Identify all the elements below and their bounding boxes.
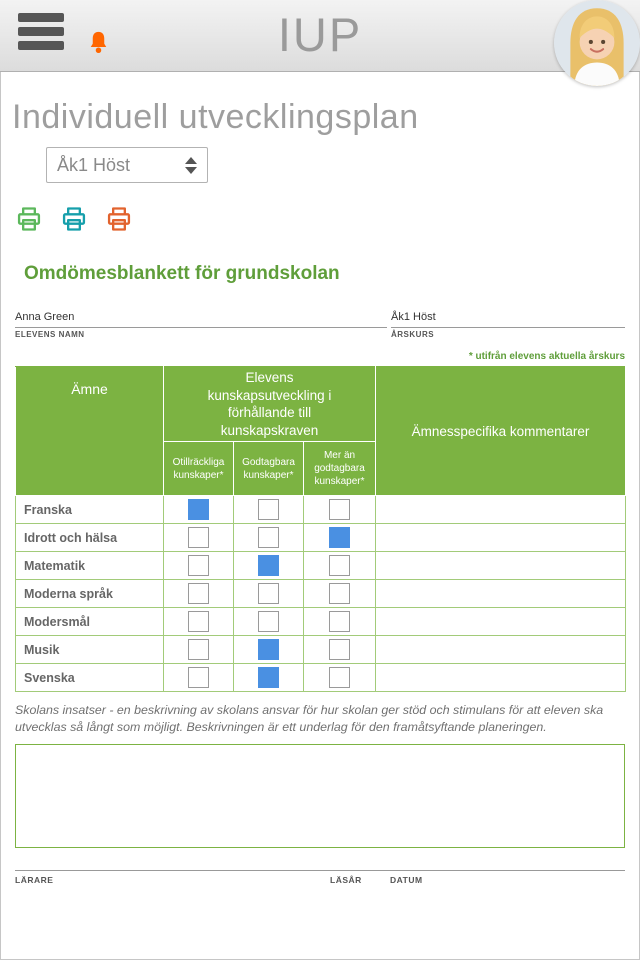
checkbox-godtagbara[interactable] <box>258 583 279 604</box>
signature-teacher-label: LÄRARE <box>15 874 54 885</box>
comment-cell[interactable] <box>376 664 626 692</box>
avatar-image <box>554 0 640 86</box>
subject-label: Matematik <box>16 552 164 580</box>
top-bar <box>0 0 640 72</box>
checkbox-otillrackliga[interactable] <box>188 527 209 548</box>
checkbox-cell <box>304 552 376 580</box>
student-name-field <box>15 311 387 339</box>
signature-row <box>15 870 625 898</box>
column-header-otillrackliga: Otillräckliga kunskaper* <box>164 442 234 496</box>
student-info <box>15 311 625 347</box>
checkbox-cell <box>164 580 234 608</box>
checkbox-cell <box>304 524 376 552</box>
checkbox-otillrackliga[interactable] <box>188 583 209 604</box>
app-title: IUP <box>277 8 363 61</box>
printer-toolbar <box>14 205 640 233</box>
checkbox-cell <box>234 636 304 664</box>
student-grade-field <box>391 311 625 339</box>
checkbox-godtagbara[interactable] <box>258 611 279 632</box>
checkbox-cell <box>304 608 376 636</box>
checkbox-godtagbara[interactable] <box>258 667 279 688</box>
comment-cell[interactable] <box>376 496 626 524</box>
subject-label: Musik <box>16 636 164 664</box>
checkbox-cell <box>304 636 376 664</box>
checkbox-otillrackliga[interactable] <box>188 639 209 660</box>
insatser-textarea[interactable] <box>15 744 625 848</box>
section-title: Omdömesblankett för grundskolan <box>24 263 340 284</box>
checkbox-otillrackliga[interactable] <box>188 667 209 688</box>
checkbox-cell <box>164 496 234 524</box>
insatser-description: Skolans insatser - en beskrivning av skolans ansvar för hur skolan ger stöd och stimulans för att eleven ska utvecklas så långt som möjligt. Beskrivningen är ett underlag för den framåtsyftande planeringen. <box>15 703 604 734</box>
checkbox-mer-an-godtagbara[interactable] <box>329 667 350 688</box>
comment-cell[interactable] <box>376 580 626 608</box>
subject-label: Franska <box>16 496 164 524</box>
footnote: * utifrån elevens aktuella årskurs <box>468 351 625 362</box>
checkbox-cell <box>234 580 304 608</box>
checkbox-mer-an-godtagbara[interactable] <box>329 583 350 604</box>
checkbox-cell <box>234 552 304 580</box>
checkbox-cell <box>234 496 304 524</box>
checkbox-cell <box>304 496 376 524</box>
up-down-arrows-icon <box>185 157 197 174</box>
table-row <box>16 552 626 580</box>
grades-table <box>15 366 626 692</box>
subjects-tbody <box>16 496 626 692</box>
column-header-mer-an-godtagbara: Mer än godtagbara kunskaper* <box>304 442 376 496</box>
checkbox-cell <box>234 524 304 552</box>
checkbox-otillrackliga[interactable] <box>188 499 209 520</box>
checkbox-godtagbara[interactable] <box>258 555 279 576</box>
signature-date-label: DATUM <box>390 874 423 885</box>
checkbox-cell <box>234 608 304 636</box>
table-row <box>16 664 626 692</box>
term-select-value: Åk1 Höst <box>57 154 131 175</box>
checkbox-mer-an-godtagbara[interactable] <box>329 639 350 660</box>
checkbox-godtagbara[interactable] <box>258 527 279 548</box>
subject-label: Idrott och hälsa <box>16 524 164 552</box>
comment-cell[interactable] <box>376 608 626 636</box>
column-header-comments: Ämnesspecifika kommentarer <box>376 367 626 496</box>
checkbox-mer-an-godtagbara[interactable] <box>329 499 350 520</box>
checkbox-cell <box>164 552 234 580</box>
page-title: Individuell utvecklingsplan <box>12 98 419 136</box>
student-grade-label: ÅRSKURS <box>391 330 435 339</box>
checkbox-otillrackliga[interactable] <box>188 555 209 576</box>
column-header-subject: Ämne <box>16 367 164 496</box>
table-row <box>16 580 626 608</box>
checkbox-mer-an-godtagbara[interactable] <box>329 611 350 632</box>
checkbox-cell <box>304 664 376 692</box>
printer-icon-teal[interactable] <box>59 205 89 233</box>
checkbox-godtagbara[interactable] <box>258 639 279 660</box>
student-grade: Åk1 Höst <box>391 311 625 328</box>
subject-label: Modersmål <box>16 608 164 636</box>
table-row <box>16 496 626 524</box>
checkbox-cell <box>164 636 234 664</box>
column-header-group: Elevens kunskapsutveckling i förhållande till kunskapskraven <box>164 367 376 442</box>
checkbox-godtagbara[interactable] <box>258 499 279 520</box>
checkbox-cell <box>304 580 376 608</box>
term-select[interactable] <box>46 147 208 183</box>
checkbox-mer-an-godtagbara[interactable] <box>329 555 350 576</box>
signature-year-label: LÄSÅR <box>330 874 362 885</box>
table-row <box>16 524 626 552</box>
printer-icon-green[interactable] <box>14 205 44 233</box>
checkbox-cell <box>234 664 304 692</box>
checkbox-mer-an-godtagbara[interactable] <box>329 527 350 548</box>
subject-label: Moderna språk <box>16 580 164 608</box>
comment-cell[interactable] <box>376 524 626 552</box>
checkbox-cell <box>164 524 234 552</box>
user-avatar[interactable] <box>554 0 640 86</box>
checkbox-otillrackliga[interactable] <box>188 611 209 632</box>
subject-label: Svenska <box>16 664 164 692</box>
checkbox-cell <box>164 608 234 636</box>
student-name: Anna Green <box>15 311 387 328</box>
printer-icon-orange[interactable] <box>104 205 134 233</box>
table-row <box>16 608 626 636</box>
comment-cell[interactable] <box>376 636 626 664</box>
table-row <box>16 636 626 664</box>
comment-cell[interactable] <box>376 552 626 580</box>
column-header-godtagbara: Godtagbara kunskaper* <box>234 442 304 496</box>
checkbox-cell <box>164 664 234 692</box>
student-name-label: ELEVENS NAMN <box>15 330 85 339</box>
